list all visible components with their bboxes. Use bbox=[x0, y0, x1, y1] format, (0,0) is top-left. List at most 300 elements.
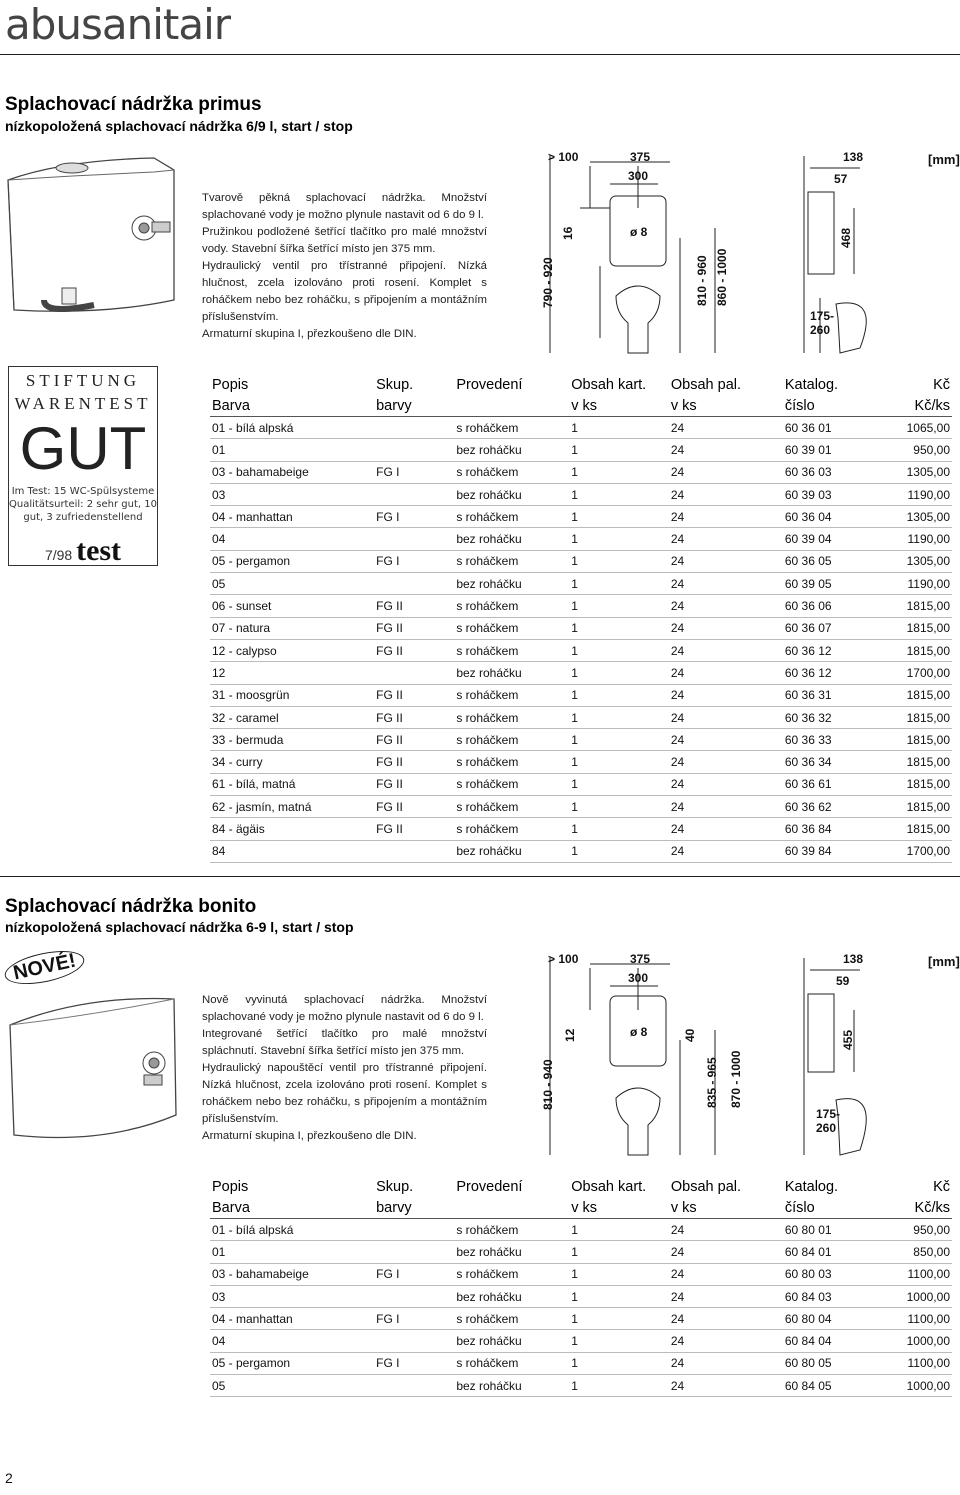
cell-cena: 1065,00 bbox=[864, 417, 952, 439]
table-row bbox=[210, 796, 952, 818]
th2-vks-kart: v ks bbox=[569, 395, 669, 417]
table-row bbox=[210, 1375, 952, 1397]
cell-cena: 950,00 bbox=[864, 439, 952, 461]
badge-grade: GUT bbox=[19, 415, 147, 482]
cell-provedeni: bez roháčku bbox=[454, 1241, 569, 1263]
cell-cena: 1700,00 bbox=[864, 662, 952, 684]
desc1-p1: Tvarově pěkná splachovací nádržka. Množství splachované vody je možno plynule nastavit od 6 do 9 l. bbox=[202, 192, 487, 221]
cell-katalog: 60 36 61 bbox=[783, 773, 864, 795]
cell-obsah-pal: 24 bbox=[669, 1219, 783, 1241]
cell-cena: 1305,00 bbox=[864, 506, 952, 528]
table-row bbox=[210, 751, 952, 773]
cell-popis: 06 - sunset bbox=[210, 595, 374, 617]
cell-katalog: 60 36 12 bbox=[783, 639, 864, 661]
cell-provedeni: bez roháčku bbox=[454, 1375, 569, 1397]
cell-skupina: FG II bbox=[374, 706, 454, 728]
cell-obsah-kart: 1 bbox=[569, 840, 669, 862]
cell-skupina: FG II bbox=[374, 595, 454, 617]
cell-obsah-kart: 1 bbox=[569, 751, 669, 773]
dim2-height-range: 810 - 940 bbox=[541, 1059, 555, 1110]
new-badge: NOVÉ! bbox=[2, 945, 88, 990]
cell-obsah-pal: 24 bbox=[669, 751, 783, 773]
badge-line2: WARENTEST bbox=[14, 394, 152, 413]
section1-dimension-drawing bbox=[540, 148, 870, 360]
dim1-height3: 860 - 1000 bbox=[715, 248, 729, 306]
cell-popis: 07 - natura bbox=[210, 617, 374, 639]
cell-provedeni: s roháčkem bbox=[454, 417, 569, 439]
dim1-width-total: 375 bbox=[630, 150, 651, 164]
cell-obsah-pal: 24 bbox=[669, 662, 783, 684]
section2-description bbox=[202, 992, 487, 1145]
cell-skupina bbox=[374, 417, 454, 439]
th2-kc-ks: Kč/ks bbox=[864, 1197, 952, 1219]
cell-skupina bbox=[374, 1241, 454, 1263]
cell-provedeni: s roháčkem bbox=[454, 1263, 569, 1285]
cell-provedeni: s roháčkem bbox=[454, 706, 569, 728]
cell-popis: 05 - pergamon bbox=[210, 1352, 374, 1374]
cell-katalog: 60 36 12 bbox=[783, 662, 864, 684]
th1-popis: Popis bbox=[212, 1178, 249, 1195]
cell-cena: 1815,00 bbox=[864, 684, 952, 706]
cell-obsah-kart: 1 bbox=[569, 483, 669, 505]
cell-obsah-pal: 24 bbox=[669, 528, 783, 550]
dim1-pipe: ø 8 bbox=[630, 225, 648, 239]
dim1-side-height: 468 bbox=[839, 227, 853, 248]
th1-provedeni: Provedení bbox=[456, 1178, 523, 1195]
cell-provedeni: bez roháčku bbox=[454, 439, 569, 461]
cell-cena: 1000,00 bbox=[864, 1375, 952, 1397]
cell-popis: 05 - pergamon bbox=[210, 550, 374, 572]
th2-barva: Barva bbox=[210, 395, 374, 417]
desc2-p2: Integrované šetřící tlačítko pro malé množství spláchnutí. Stavební šířka šetřící místo jen 375 mm. bbox=[202, 1028, 487, 1057]
dim2-height2: 835 - 965 bbox=[705, 1057, 719, 1108]
cell-skupina: FG I bbox=[374, 1308, 454, 1330]
cell-katalog: 60 36 07 bbox=[783, 617, 864, 639]
dim2-depth2: 59 bbox=[836, 974, 850, 988]
badge-line1: STIFTUNG bbox=[25, 371, 141, 390]
cell-skupina bbox=[374, 439, 454, 461]
cell-provedeni: bez roháčku bbox=[454, 1285, 569, 1307]
table-row bbox=[210, 1263, 952, 1285]
cell-obsah-kart: 1 bbox=[569, 706, 669, 728]
cell-cena: 1000,00 bbox=[864, 1330, 952, 1352]
cell-katalog: 60 36 03 bbox=[783, 461, 864, 483]
th1-katalog: Katalog. bbox=[784, 376, 839, 393]
cell-popis: 12 bbox=[210, 662, 374, 684]
cell-popis: 03 - bahamabeige bbox=[210, 1263, 374, 1285]
cell-katalog: 60 84 05 bbox=[783, 1375, 864, 1397]
cell-cena: 1190,00 bbox=[864, 528, 952, 550]
table-row bbox=[210, 595, 952, 617]
cell-provedeni: s roháčkem bbox=[454, 595, 569, 617]
dim2-width-min: > 100 bbox=[548, 952, 579, 966]
cell-obsah-pal: 24 bbox=[669, 818, 783, 840]
cell-obsah-pal: 24 bbox=[669, 483, 783, 505]
cell-obsah-pal: 24 bbox=[669, 1308, 783, 1330]
dim1-width-min: > 100 bbox=[548, 150, 579, 164]
cell-popis: 05 bbox=[210, 573, 374, 595]
cell-obsah-kart: 1 bbox=[569, 1330, 669, 1352]
cell-cena: 1700,00 bbox=[864, 840, 952, 862]
cell-cena: 1815,00 bbox=[864, 706, 952, 728]
section2-subtitle: nízkopoložená splachovací nádržka 6-9 l, start / stop bbox=[5, 919, 354, 935]
table-row bbox=[210, 483, 952, 505]
cell-obsah-pal: 24 bbox=[669, 1263, 783, 1285]
cell-skupina: FG I bbox=[374, 550, 454, 572]
desc2-p4: Armaturní skupina I, přezkoušeno dle DIN. bbox=[202, 1130, 417, 1142]
cell-provedeni: s roháčkem bbox=[454, 751, 569, 773]
cell-popis: 84 bbox=[210, 840, 374, 862]
brand-logo: abusanitair bbox=[5, 0, 231, 49]
table1-header-row1 bbox=[210, 374, 952, 395]
table-row bbox=[210, 818, 952, 840]
section2-dimension-drawing bbox=[540, 950, 870, 1162]
cell-provedeni: s roháčkem bbox=[454, 796, 569, 818]
th1-skup: Skup. bbox=[376, 1178, 414, 1195]
cell-katalog: 60 80 03 bbox=[783, 1263, 864, 1285]
cell-cena: 1815,00 bbox=[864, 818, 952, 840]
table-row bbox=[210, 773, 952, 795]
table-row bbox=[210, 573, 952, 595]
cell-popis: 84 - ägäis bbox=[210, 818, 374, 840]
cell-obsah-kart: 1 bbox=[569, 1285, 669, 1307]
cell-obsah-pal: 24 bbox=[669, 550, 783, 572]
table-row bbox=[210, 1352, 952, 1374]
cell-skupina: FG II bbox=[374, 751, 454, 773]
cell-provedeni: s roháčkem bbox=[454, 639, 569, 661]
cell-katalog: 60 84 04 bbox=[783, 1330, 864, 1352]
cell-cena: 1100,00 bbox=[864, 1352, 952, 1374]
cell-provedeni: bez roháčku bbox=[454, 528, 569, 550]
cell-popis: 01 bbox=[210, 1241, 374, 1263]
cell-obsah-pal: 24 bbox=[669, 417, 783, 439]
cell-obsah-kart: 1 bbox=[569, 662, 669, 684]
cell-katalog: 60 39 01 bbox=[783, 439, 864, 461]
cell-katalog: 60 36 05 bbox=[783, 550, 864, 572]
cell-obsah-kart: 1 bbox=[569, 684, 669, 706]
table-row bbox=[210, 1285, 952, 1307]
cell-katalog: 60 36 01 bbox=[783, 417, 864, 439]
cell-provedeni: s roháčkem bbox=[454, 506, 569, 528]
cell-popis: 04 - manhattan bbox=[210, 1308, 374, 1330]
cell-katalog: 60 36 31 bbox=[783, 684, 864, 706]
table-row bbox=[210, 1308, 952, 1330]
cell-obsah-kart: 1 bbox=[569, 417, 669, 439]
cell-cena: 1100,00 bbox=[864, 1308, 952, 1330]
th1-obsah-kart: Obsah kart. bbox=[571, 1178, 647, 1195]
cell-obsah-pal: 24 bbox=[669, 840, 783, 862]
cell-cena: 1815,00 bbox=[864, 595, 952, 617]
cell-provedeni: s roháčkem bbox=[454, 1219, 569, 1241]
cell-popis: 01 bbox=[210, 439, 374, 461]
badge-text: Im Test: 15 WC-Spülsysteme Qualitätsurteil: 2 sehr gut, 10 gut, 3 zufriedenstellend bbox=[9, 486, 157, 523]
cell-katalog: 60 36 33 bbox=[783, 729, 864, 751]
cell-popis: 32 - caramel bbox=[210, 706, 374, 728]
cell-obsah-kart: 1 bbox=[569, 1352, 669, 1374]
cell-obsah-kart: 1 bbox=[569, 639, 669, 661]
section-divider bbox=[0, 876, 960, 877]
th2-kc-ks: Kč/ks bbox=[864, 395, 952, 417]
cell-popis: 12 - calypso bbox=[210, 639, 374, 661]
cell-obsah-pal: 24 bbox=[669, 729, 783, 751]
cell-provedeni: s roháčkem bbox=[454, 684, 569, 706]
cell-katalog: 60 84 01 bbox=[783, 1241, 864, 1263]
cell-cena: 1815,00 bbox=[864, 796, 952, 818]
cell-popis: 34 - curry bbox=[210, 751, 374, 773]
cell-skupina: FG II bbox=[374, 617, 454, 639]
cell-obsah-pal: 24 bbox=[669, 461, 783, 483]
th2-vks-kart: v ks bbox=[569, 1197, 669, 1219]
cell-provedeni: s roháčkem bbox=[454, 1308, 569, 1330]
cell-obsah-kart: 1 bbox=[569, 617, 669, 639]
th2-vks-pal: v ks bbox=[669, 1197, 783, 1219]
cell-popis: 31 - moosgrün bbox=[210, 684, 374, 706]
badge-issue: 7/98 bbox=[44, 547, 73, 563]
cell-skupina: FG I bbox=[374, 1352, 454, 1374]
table-row bbox=[210, 706, 952, 728]
desc1-p3: Hydraulický ventil pro třístranné připojení. Nízká hlučnost, zcela izolováno proti rosení. Komplet s roháčkem nebo bez roháčku, s připojením a montážním příslušenstvím. bbox=[202, 260, 487, 323]
badge-test-logo: test bbox=[76, 534, 122, 567]
table-row bbox=[210, 439, 952, 461]
cell-cena: 1190,00 bbox=[864, 483, 952, 505]
dim1-depth2: 57 bbox=[834, 172, 848, 186]
cell-obsah-pal: 24 bbox=[669, 595, 783, 617]
cell-skupina bbox=[374, 573, 454, 595]
cell-katalog: 60 36 04 bbox=[783, 506, 864, 528]
th1-kc: Kč bbox=[933, 1178, 950, 1195]
cell-skupina: FG I bbox=[374, 506, 454, 528]
desc2-p3: Hydraulický napouštěcí ventil pro třístranné připojení. Nízká hlučnost, zcela izolováno proti rosení. Komplet s roháčkem nebo bez roháčku, s připojením a montážním příslušenstvím. bbox=[202, 1062, 487, 1125]
desc1-p4: Armaturní skupina I, přezkoušeno dle DIN. bbox=[202, 328, 417, 340]
cell-provedeni: bez roháčku bbox=[454, 840, 569, 862]
dim2-height3: 870 - 1000 bbox=[729, 1050, 743, 1108]
cell-obsah-pal: 24 bbox=[669, 1375, 783, 1397]
cell-cena: 1815,00 bbox=[864, 773, 952, 795]
warentest-badge bbox=[8, 366, 158, 566]
dim1-height-range: 790 - 920 bbox=[541, 257, 555, 308]
cell-popis: 05 bbox=[210, 1375, 374, 1397]
cell-popis: 04 - manhattan bbox=[210, 506, 374, 528]
cell-obsah-kart: 1 bbox=[569, 595, 669, 617]
cell-skupina bbox=[374, 483, 454, 505]
th1-obsah-pal: Obsah pal. bbox=[670, 1178, 742, 1195]
section1-title: Splachovací nádržka primus bbox=[5, 94, 262, 115]
cell-provedeni: s roháčkem bbox=[454, 729, 569, 751]
cell-popis: 01 - bílá alpská bbox=[210, 1219, 374, 1241]
cell-katalog: 60 80 05 bbox=[783, 1352, 864, 1374]
cell-skupina: FG II bbox=[374, 796, 454, 818]
cell-provedeni: s roháčkem bbox=[454, 773, 569, 795]
cell-obsah-kart: 1 bbox=[569, 773, 669, 795]
dim2-width-total: 375 bbox=[630, 952, 651, 966]
cell-obsah-kart: 1 bbox=[569, 528, 669, 550]
desc1-p2: Pružinkou podložené šetřící tlačítko pro malé množství vody. Stavební šířka šetřící místo jen 375 mm. bbox=[202, 226, 487, 255]
table2-header-row2 bbox=[210, 1197, 952, 1219]
cell-skupina: FG I bbox=[374, 461, 454, 483]
cell-provedeni: s roháčkem bbox=[454, 818, 569, 840]
cell-popis: 03 bbox=[210, 1285, 374, 1307]
cell-obsah-pal: 24 bbox=[669, 1330, 783, 1352]
cell-cena: 1000,00 bbox=[864, 1285, 952, 1307]
cell-katalog: 60 39 03 bbox=[783, 483, 864, 505]
table-row bbox=[210, 684, 952, 706]
cell-obsah-kart: 1 bbox=[569, 461, 669, 483]
cell-katalog: 60 39 84 bbox=[783, 840, 864, 862]
th1-popis: Popis bbox=[212, 376, 249, 393]
badge-footer bbox=[9, 534, 157, 568]
section1-description bbox=[202, 190, 487, 343]
cell-obsah-pal: 24 bbox=[669, 796, 783, 818]
cell-obsah-pal: 24 bbox=[669, 773, 783, 795]
cell-popis: 61 - bílá, matná bbox=[210, 773, 374, 795]
cell-obsah-kart: 1 bbox=[569, 550, 669, 572]
table-row bbox=[210, 1330, 952, 1352]
th2-barvy: barvy bbox=[374, 395, 454, 417]
cell-skupina: FG II bbox=[374, 684, 454, 706]
cell-katalog: 60 39 04 bbox=[783, 528, 864, 550]
cell-cena: 1305,00 bbox=[864, 550, 952, 572]
unit-label-2: [mm] bbox=[928, 954, 960, 969]
cell-provedeni: bez roháčku bbox=[454, 662, 569, 684]
cell-provedeni: s roháčkem bbox=[454, 461, 569, 483]
table-row bbox=[210, 461, 952, 483]
cell-skupina bbox=[374, 662, 454, 684]
th1-provedeni: Provedení bbox=[456, 376, 523, 393]
cell-obsah-kart: 1 bbox=[569, 439, 669, 461]
th1-obsah-pal: Obsah pal. bbox=[670, 376, 742, 393]
table-row bbox=[210, 550, 952, 572]
cell-katalog: 60 80 01 bbox=[783, 1219, 864, 1241]
table-row bbox=[210, 639, 952, 661]
table-row bbox=[210, 506, 952, 528]
table-row bbox=[210, 1241, 952, 1263]
dim1-floor: 175-260 bbox=[810, 309, 835, 337]
cell-katalog: 60 36 06 bbox=[783, 595, 864, 617]
th2-cislo: číslo bbox=[783, 1197, 864, 1219]
cell-cena: 1815,00 bbox=[864, 751, 952, 773]
cell-katalog: 60 36 84 bbox=[783, 818, 864, 840]
page-number: 2 bbox=[5, 1470, 13, 1486]
table-row bbox=[210, 1219, 952, 1241]
th2-vks-pal: v ks bbox=[669, 395, 783, 417]
th2-empty bbox=[454, 1197, 569, 1219]
cell-obsah-kart: 1 bbox=[569, 1375, 669, 1397]
cell-cena: 950,00 bbox=[864, 1219, 952, 1241]
cell-cena: 1190,00 bbox=[864, 573, 952, 595]
th1-skup: Skup. bbox=[376, 376, 414, 393]
cell-popis: 33 - bermuda bbox=[210, 729, 374, 751]
cell-popis: 62 - jasmín, matná bbox=[210, 796, 374, 818]
section1-product-table bbox=[210, 374, 952, 863]
cell-provedeni: s roháčkem bbox=[454, 617, 569, 639]
cell-provedeni: s roháčkem bbox=[454, 1352, 569, 1374]
cell-provedeni: bez roháčku bbox=[454, 573, 569, 595]
cell-popis: 04 bbox=[210, 1330, 374, 1352]
section2-product-table bbox=[210, 1176, 952, 1397]
cell-popis: 03 bbox=[210, 483, 374, 505]
cell-skupina bbox=[374, 1285, 454, 1307]
th2-empty bbox=[454, 395, 569, 417]
table-row bbox=[210, 417, 952, 439]
cell-obsah-pal: 24 bbox=[669, 706, 783, 728]
cell-obsah-pal: 24 bbox=[669, 617, 783, 639]
cell-provedeni: bez roháčku bbox=[454, 1330, 569, 1352]
cell-cena: 1815,00 bbox=[864, 639, 952, 661]
desc2-p1: Nově vyvinutá splachovací nádržka. Množství splachované vody je možno plynule nastavit od 6 do 9 l. bbox=[202, 994, 487, 1023]
cell-katalog: 60 80 04 bbox=[783, 1308, 864, 1330]
header-rule bbox=[0, 54, 960, 55]
cell-skupina: FG II bbox=[374, 639, 454, 661]
cell-obsah-kart: 1 bbox=[569, 1219, 669, 1241]
cell-obsah-pal: 24 bbox=[669, 506, 783, 528]
th2-barva: Barva bbox=[210, 1197, 374, 1219]
cell-skupina: FG II bbox=[374, 818, 454, 840]
dim1-depth: 138 bbox=[843, 150, 864, 164]
th1-kc: Kč bbox=[933, 376, 950, 393]
dim2-pipe: ø 8 bbox=[630, 1025, 648, 1039]
section2-title: Splachovací nádržka bonito bbox=[5, 896, 257, 917]
cell-katalog: 60 36 62 bbox=[783, 796, 864, 818]
cell-popis: 03 - bahamabeige bbox=[210, 461, 374, 483]
cell-skupina bbox=[374, 528, 454, 550]
dim2-width-tank: 300 bbox=[628, 971, 649, 985]
dim2-depth: 138 bbox=[843, 952, 864, 966]
cell-popis: 04 bbox=[210, 528, 374, 550]
cell-obsah-kart: 1 bbox=[569, 729, 669, 751]
dim2-top-offset: 12 bbox=[563, 1028, 577, 1042]
table-row bbox=[210, 840, 952, 862]
cell-katalog: 60 39 05 bbox=[783, 573, 864, 595]
th2-barvy: barvy bbox=[374, 1197, 454, 1219]
cell-cena: 1815,00 bbox=[864, 729, 952, 751]
cell-skupina: FG II bbox=[374, 773, 454, 795]
cell-provedeni: s roháčkem bbox=[454, 550, 569, 572]
dim2-side-height: 455 bbox=[841, 1029, 855, 1050]
cell-obsah-pal: 24 bbox=[669, 639, 783, 661]
cell-obsah-kart: 1 bbox=[569, 1308, 669, 1330]
cell-skupina: FG II bbox=[374, 729, 454, 751]
cell-skupina bbox=[374, 1219, 454, 1241]
cell-obsah-kart: 1 bbox=[569, 506, 669, 528]
th1-obsah-kart: Obsah kart. bbox=[571, 376, 647, 393]
cell-obsah-pal: 24 bbox=[669, 684, 783, 706]
dim1-height2: 810 - 960 bbox=[695, 255, 709, 306]
cell-popis: 01 - bílá alpská bbox=[210, 417, 374, 439]
cell-cena: 1815,00 bbox=[864, 617, 952, 639]
cell-skupina bbox=[374, 840, 454, 862]
cell-obsah-pal: 24 bbox=[669, 1285, 783, 1307]
cell-katalog: 60 36 34 bbox=[783, 751, 864, 773]
cell-provedeni: bez roháčku bbox=[454, 483, 569, 505]
cell-obsah-pal: 24 bbox=[669, 573, 783, 595]
cell-obsah-pal: 24 bbox=[669, 1352, 783, 1374]
dim1-width-tank: 300 bbox=[628, 169, 649, 183]
cell-obsah-kart: 1 bbox=[569, 1263, 669, 1285]
cell-obsah-kart: 1 bbox=[569, 573, 669, 595]
tank-primus-illustration bbox=[4, 150, 184, 320]
section1-subtitle: nízkopoložená splachovací nádržka 6/9 l, start / stop bbox=[5, 118, 353, 134]
table1-header-row2 bbox=[210, 395, 952, 417]
table-row bbox=[210, 662, 952, 684]
cell-katalog: 60 84 03 bbox=[783, 1285, 864, 1307]
cell-obsah-kart: 1 bbox=[569, 1241, 669, 1263]
cell-cena: 1305,00 bbox=[864, 461, 952, 483]
table-row bbox=[210, 617, 952, 639]
dim1-top-offset: 16 bbox=[561, 226, 575, 240]
table-row bbox=[210, 528, 952, 550]
cell-cena: 850,00 bbox=[864, 1241, 952, 1263]
cell-cena: 1100,00 bbox=[864, 1263, 952, 1285]
